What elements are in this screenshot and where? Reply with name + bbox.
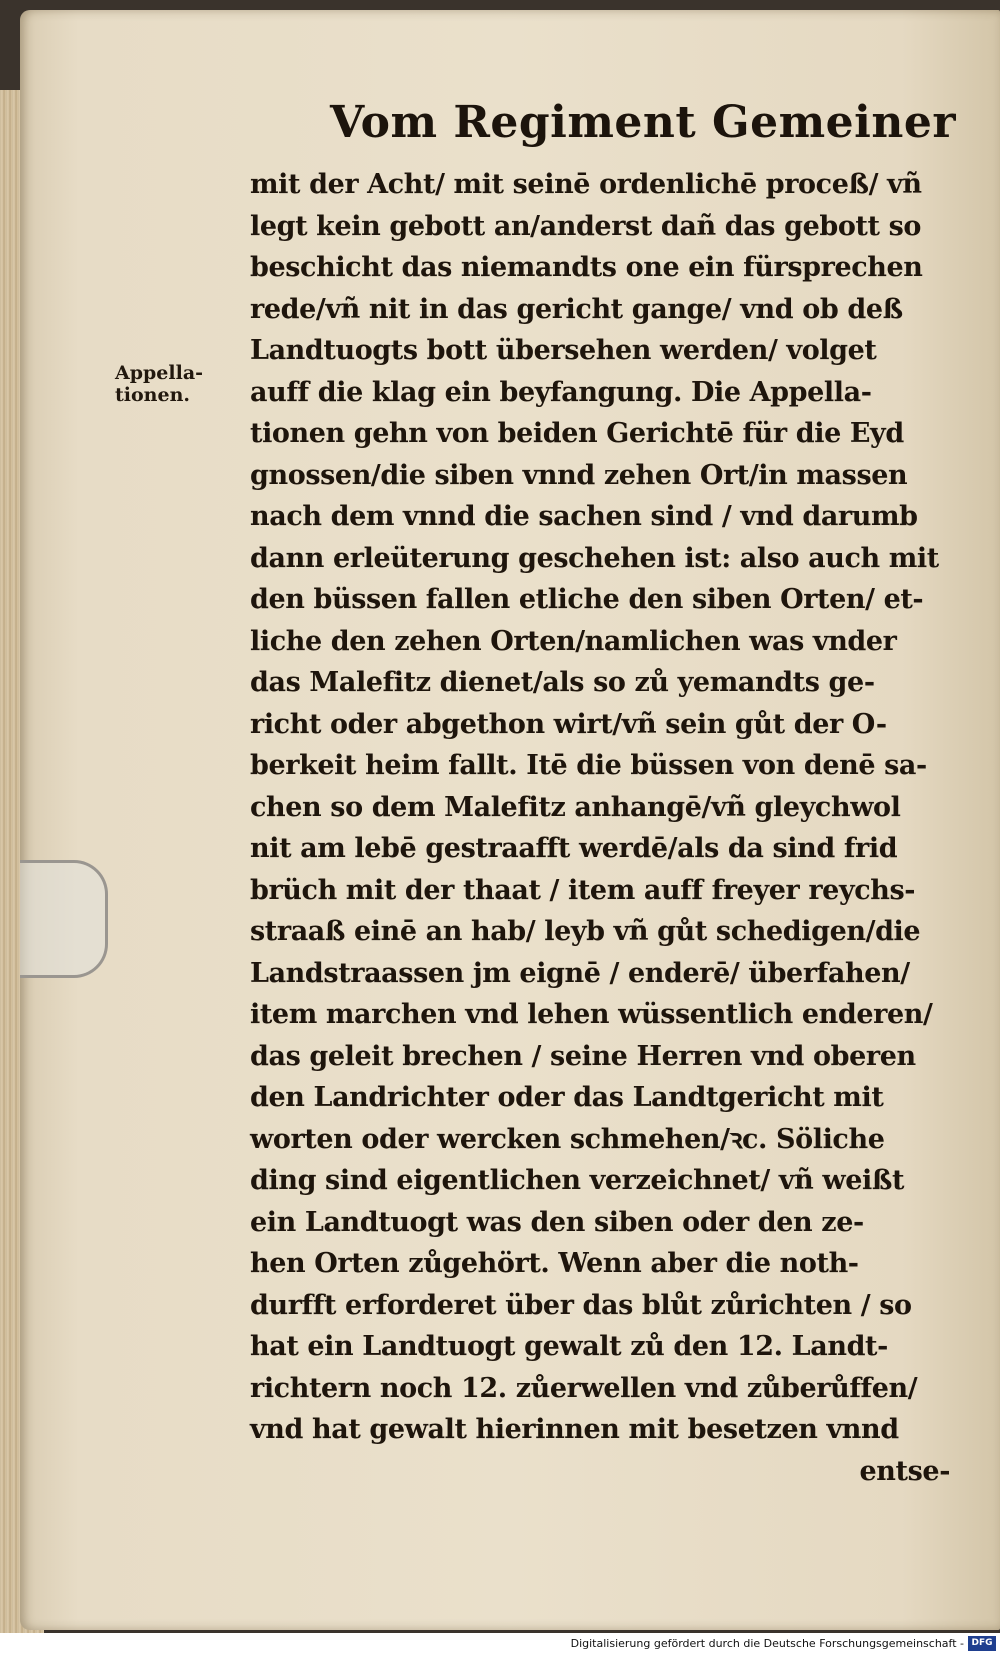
marginal-note xyxy=(115,362,203,406)
text-line: ein Landtuogt was den siben oder den ze- xyxy=(250,1206,864,1238)
catchword: entse- xyxy=(859,1455,950,1487)
text-line: gnossen/die siben vnnd zehen Ort/in massen xyxy=(250,459,908,491)
text-line: legt kein gebott an/anderst dañ das gebott so xyxy=(250,210,921,242)
dfg-logo-icon: DFG xyxy=(968,1636,996,1651)
text-line: den büssen fallen etliche den siben Orten/ et- xyxy=(250,584,924,615)
marginal-note-line: Appella- xyxy=(115,362,204,384)
text-line: richt oder abgethon wirt/vñ sein gůt der O- xyxy=(250,708,887,740)
text-line: liche den zehen Orten/namlichen was vnder xyxy=(250,625,897,657)
text-line: dann erleüterung geschehen ist: also auch mit xyxy=(250,542,939,574)
text-line: das Malefitz dienet/als so zů yemandts ge- xyxy=(250,667,875,698)
text-line: Landtuogts bott übersehen werden/ volget xyxy=(250,335,877,366)
marginal-note-line: tionen. xyxy=(115,384,190,406)
text-line: worten oder wercken schmehen/ꝛc. Söliche xyxy=(250,1123,885,1155)
text-line: chen so dem Malefitz anhangē/vñ gleychwol xyxy=(250,791,901,823)
digitization-footer xyxy=(0,1633,1000,1655)
text-line: auff die klag ein beyfangung. Die Appella- xyxy=(250,376,872,408)
text-line: rede/vñ nit in das gericht gange/ vnd ob deß xyxy=(250,293,903,325)
page-clip xyxy=(20,860,108,978)
footer-credit: Digitalisierung gefördert durch die Deutsche Forschungsgemeinschaft - xyxy=(570,1637,964,1650)
text-line: mit der Acht/ mit seinē ordenlichē proceß/ vñ xyxy=(250,169,922,200)
text-line: das geleit brechen / seine Herren vnd oberen xyxy=(250,1040,916,1072)
text-line: brüch mit der thaat / item auff freyer reychs- xyxy=(250,874,916,906)
running-head: Vom Regiment Gemeiner xyxy=(330,97,957,148)
text-line: richtern noch 12. zůerwellen vnd zůberůffen/ xyxy=(250,1372,918,1404)
text-line: vnd hat gewalt hierinnen mit besetzen vnnd xyxy=(250,1414,899,1445)
text-line: Landstraassen jm eignē / enderē/ überfahen/ xyxy=(250,957,910,989)
text-line: straaß einē an hab/ leyb vñ gůt schedigen/die xyxy=(250,916,921,947)
text-line: hen Orten zůgehört. Wenn aber die noth- xyxy=(250,1248,859,1279)
text-line: item marchen vnd lehen wüssentlich enderen/ xyxy=(250,999,933,1030)
text-line: tionen gehn von beiden Gerichtē für die Eyd xyxy=(250,418,904,449)
text-line: nit am lebē gestraafft werdē/als da sind frid xyxy=(250,833,898,864)
text-line: hat ein Landtuogt gewalt zů den 12. Landt- xyxy=(250,1331,888,1362)
text-line: durfft erforderet über das blůt zůrichten / so xyxy=(250,1289,912,1321)
text-line: ding sind eigentlichen verzeichnet/ vñ weißt xyxy=(250,1165,905,1196)
text-line: berkeit heim fallt. Itē die büssen von denē sa- xyxy=(250,750,927,781)
text-line: beschicht das niemandts one ein fürsprechen xyxy=(250,252,923,283)
body-text xyxy=(250,164,950,1492)
text-line: den Landrichter oder das Landtgericht mit xyxy=(250,1082,884,1113)
text-line: nach dem vnnd die sachen sind / vnd darumb xyxy=(250,501,918,532)
